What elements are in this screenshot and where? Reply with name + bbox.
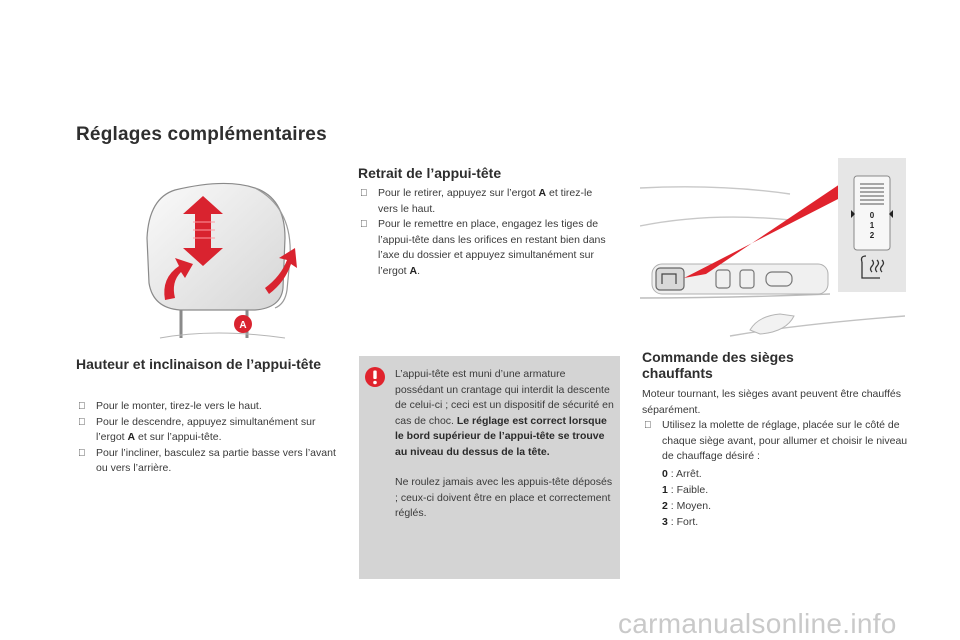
bullet-marker-icon	[360, 186, 368, 202]
list-item: Pour le descendre, appuyez simultanément sur l’ergot A et sur l’appui-tête.	[76, 415, 340, 446]
bullet-marker-icon	[644, 418, 652, 434]
section-title: Hauteur et inclinaison de l’appui-tête	[76, 356, 322, 372]
bullet-marker-icon	[78, 399, 86, 415]
dial-mark-0: 0	[869, 211, 875, 220]
list-item: 2 : Moyen.	[662, 500, 712, 512]
section-headrest-removal	[358, 165, 620, 181]
list-item: Pour le remettre en place, engagez les tiges de l’appui-tête dans les orifices en restant bien dans l’axe du dossier et appuyez simultanément sur l’ergot A.	[358, 217, 606, 279]
dial-mark-2: 2	[869, 231, 875, 240]
list-item: Pour le retirer, appuyez sur l’ergot A et tirez-le vers le haut.	[358, 186, 606, 217]
heated-seats-intro: Moteur tournant, les sièges avant peuvent être chauffés séparément.	[642, 388, 901, 416]
list-item: Pour le monter, tirez-le vers le haut.	[76, 399, 340, 415]
list-item: Utilisez la molette de réglage, placée sur le côté de chaque siège avant, pour allumer et choisir le niveau de chauffage désiré :	[642, 418, 908, 465]
dial-mark-1: 1	[869, 221, 875, 230]
headrest-height-list	[76, 399, 340, 477]
list-item: 1 : Faible.	[662, 484, 709, 496]
headrest-removal-list	[358, 186, 606, 279]
warning-text	[395, 367, 615, 522]
section-heated-seats	[642, 349, 842, 381]
list-item: Pour l’incliner, basculez sa partie basse vers l’avant ou vers l’arrière.	[76, 446, 340, 477]
watermark: carmanualsonline.info	[618, 608, 897, 639]
headrest-illustration	[135, 178, 315, 348]
warning-exclamation-icon	[364, 366, 386, 388]
section-title: Commande des sièges chauffants	[642, 349, 794, 381]
page-title: Réglages complémentaires	[76, 124, 327, 145]
section-title: Retrait de l’appui-tête	[358, 165, 502, 181]
warning-paragraph: Ne roulez jamais avec les appuis-tête déposés ; ceux-ci doivent être en place et correctement réglés.	[395, 476, 613, 519]
bullet-marker-icon	[360, 217, 368, 233]
figure-label-a-text: A	[239, 320, 247, 331]
bullet-marker-icon	[78, 415, 86, 431]
warning-paragraph: L’appui-tête est muni d’une armature possédant un crantage qui interdit la descente de celui-ci ; ceci est un dispositif de sécurité en cas de choc. Le réglage est correct lorsque le bord supérieur de l’appui-tête se trouve au niveau du dessus de la tête.	[395, 368, 614, 458]
list-item: 0 : Arrêt.	[662, 468, 702, 480]
heated-seats-list	[642, 418, 908, 465]
heating-levels-list	[642, 466, 711, 530]
list-item: 3 : Fort.	[662, 516, 699, 528]
bullet-marker-icon	[78, 446, 86, 462]
section-headrest-height	[76, 356, 348, 372]
heating-dial-panel	[838, 158, 906, 292]
